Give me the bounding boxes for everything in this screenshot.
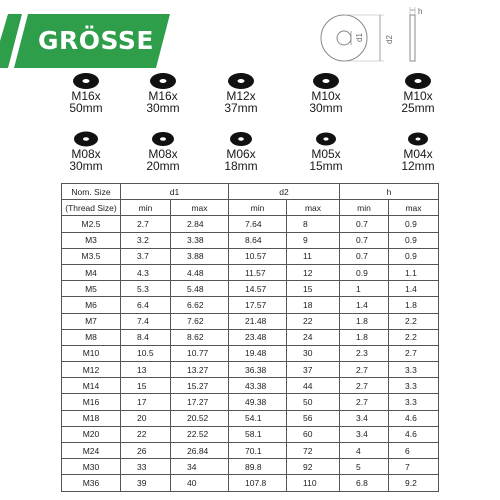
h-header: h <box>340 184 439 200</box>
h-min-cell: 0.9 <box>340 264 389 280</box>
thread-size-cell: M4 <box>62 264 121 280</box>
washer-icon <box>403 72 433 90</box>
d2-max-cell: 92 <box>287 459 340 475</box>
washer-icon <box>311 130 341 148</box>
d2-min-cell: 8.64 <box>229 232 287 248</box>
d1-max-cell: 2.84 <box>171 216 229 232</box>
washer-length: 30mm <box>69 159 103 173</box>
d2-min-cell: 14.57 <box>229 281 287 297</box>
d2-max-cell: 72 <box>287 443 340 459</box>
h-max-cell: 1.4 <box>389 281 439 297</box>
d1-max-cell: 40 <box>171 475 229 491</box>
d2-max-cell: 15 <box>287 281 340 297</box>
table-row <box>62 297 439 313</box>
h-max-cell: 1.8 <box>389 297 439 313</box>
table-subheader-row <box>62 200 439 216</box>
d1-max-cell: 17.27 <box>171 394 229 410</box>
d1-max-cell: 8.62 <box>171 329 229 345</box>
d1-min-cell: 4.3 <box>121 264 171 280</box>
washer-length: 12mm <box>401 159 435 173</box>
d1-min-cell: 33 <box>121 459 171 475</box>
h-min-cell: 6.8 <box>340 475 389 491</box>
max-header: max <box>171 200 229 216</box>
d1-min-cell: 5.3 <box>121 281 171 297</box>
d1-min-cell: 26 <box>121 443 171 459</box>
d1-max-cell: 15.27 <box>171 378 229 394</box>
h-min-cell: 1 <box>340 281 389 297</box>
washer-length: 25mm <box>401 101 435 115</box>
d2-max-cell: 24 <box>287 329 340 345</box>
h-min-cell: 0.7 <box>340 216 389 232</box>
d2-max-cell: 8 <box>287 216 340 232</box>
h-min-cell: 1.4 <box>340 297 389 313</box>
d2-max-cell: 60 <box>287 426 340 442</box>
d2-max-cell: 18 <box>287 297 340 313</box>
washer-size: M06x <box>226 147 256 161</box>
washer-length: 18mm <box>224 159 258 173</box>
h-max-cell: 2.2 <box>389 329 439 345</box>
d2-max-cell: 44 <box>287 378 340 394</box>
d2-label: d2 <box>385 35 394 44</box>
table-row <box>62 248 439 264</box>
thread-size-cell: M16 <box>62 394 121 410</box>
d2-max-cell: 22 <box>287 313 340 329</box>
d2-max-cell: 110 <box>287 475 340 491</box>
d1-max-cell: 3.38 <box>171 232 229 248</box>
min-header: min <box>121 200 171 216</box>
washer-size: M04x <box>403 147 433 161</box>
washer-size: M16x <box>71 89 101 103</box>
d2-min-cell: 23.48 <box>229 329 287 345</box>
thread-size-cell: M3 <box>62 232 121 248</box>
h-max-cell: 3.3 <box>389 394 439 410</box>
min-header: min <box>340 200 389 216</box>
washer-icon <box>148 130 178 148</box>
d1-header: d1 <box>121 184 229 200</box>
d1-min-cell: 15 <box>121 378 171 394</box>
thread-size-cell: M18 <box>62 410 121 426</box>
min-header: min <box>229 200 287 216</box>
washer-size: M10x <box>311 89 341 103</box>
thread-size-cell: M20 <box>62 426 121 442</box>
washer-length: 20mm <box>146 159 180 173</box>
d2-min-cell: 58.1 <box>229 426 287 442</box>
d2-min-cell: 36.38 <box>229 362 287 378</box>
table-row <box>62 410 439 426</box>
d2-max-cell: 37 <box>287 362 340 378</box>
h-min-cell: 2.7 <box>340 362 389 378</box>
d1-max-cell: 10.77 <box>171 345 229 361</box>
d1-max-cell: 26.84 <box>171 443 229 459</box>
washer-item <box>278 130 374 184</box>
h-min-cell: 0.7 <box>340 248 389 264</box>
thread-size-header: (Thread Size) <box>62 200 121 216</box>
max-header: max <box>389 200 439 216</box>
d1-max-cell: 22.52 <box>171 426 229 442</box>
d1-max-cell: 3.88 <box>171 248 229 264</box>
thread-size-cell: M3.5 <box>62 248 121 264</box>
d2-min-cell: 89.8 <box>229 459 287 475</box>
washer-icon <box>311 72 341 90</box>
washer-spec-table <box>61 183 439 492</box>
d2-min-cell: 107.8 <box>229 475 287 491</box>
d1-min-cell: 17 <box>121 394 171 410</box>
d2-max-cell: 30 <box>287 345 340 361</box>
thread-size-cell: M10 <box>62 345 121 361</box>
washer-length: 30mm <box>146 101 180 115</box>
d1-min-cell: 6.4 <box>121 297 171 313</box>
d1-min-cell: 7.4 <box>121 313 171 329</box>
washer-item <box>193 130 289 184</box>
washer-length: 15mm <box>309 159 343 173</box>
table-row <box>62 329 439 345</box>
washer-size: M12x <box>226 89 256 103</box>
washer-item <box>370 72 466 126</box>
washer-size: M08x <box>148 147 178 161</box>
table-row <box>62 459 439 475</box>
d1-max-cell: 20.52 <box>171 410 229 426</box>
d2-max-cell: 50 <box>287 394 340 410</box>
d2-min-cell: 11.57 <box>229 264 287 280</box>
table-row <box>62 345 439 361</box>
washer-gallery <box>0 72 500 180</box>
h-max-cell: 2.7 <box>389 345 439 361</box>
washer-icon <box>71 72 101 90</box>
h-min-cell: 1.8 <box>340 329 389 345</box>
washer-size: M10x <box>403 89 433 103</box>
d2-max-cell: 11 <box>287 248 340 264</box>
washer-icon <box>403 130 433 148</box>
thread-size-cell: M30 <box>62 459 121 475</box>
thread-size-cell: M6 <box>62 297 121 313</box>
d1-min-cell: 2.7 <box>121 216 171 232</box>
washer-length: 30mm <box>309 101 343 115</box>
d2-min-cell: 43.38 <box>229 378 287 394</box>
table-row <box>62 426 439 442</box>
h-max-cell: 3.3 <box>389 378 439 394</box>
washer-length: 50mm <box>69 101 103 115</box>
table-row <box>62 394 439 410</box>
size-banner <box>0 14 175 68</box>
thread-size-cell: M8 <box>62 329 121 345</box>
thread-size-cell: M14 <box>62 378 121 394</box>
d2-min-cell: 54.1 <box>229 410 287 426</box>
washer-item <box>193 72 289 126</box>
d1-label: d1 <box>355 33 364 42</box>
h-max-cell: 4.6 <box>389 410 439 426</box>
d2-min-cell: 49.38 <box>229 394 287 410</box>
d1-min-cell: 3.2 <box>121 232 171 248</box>
thread-size-cell: M24 <box>62 443 121 459</box>
banner-title: GRÖSSE <box>38 26 154 55</box>
h-min-cell: 0.7 <box>340 232 389 248</box>
d1-min-cell: 8.4 <box>121 329 171 345</box>
table-header-row <box>62 184 439 200</box>
d1-max-cell: 13.27 <box>171 362 229 378</box>
washer-size: M16x <box>148 89 178 103</box>
washer-icon <box>226 72 256 90</box>
h-min-cell: 1.8 <box>340 313 389 329</box>
h-max-cell: 0.9 <box>389 232 439 248</box>
h-min-cell: 3.4 <box>340 426 389 442</box>
nom-size-header: Nom. Size <box>62 184 121 200</box>
d2-min-cell: 21.48 <box>229 313 287 329</box>
table-row <box>62 362 439 378</box>
h-label: h <box>418 7 423 16</box>
max-header: max <box>287 200 340 216</box>
washer-size: M08x <box>71 147 101 161</box>
washer-item <box>370 130 466 184</box>
table-row <box>62 281 439 297</box>
washer-icon <box>226 130 256 148</box>
d2-min-cell: 7.64 <box>229 216 287 232</box>
h-max-cell: 1.1 <box>389 264 439 280</box>
d1-max-cell: 34 <box>171 459 229 475</box>
table-row <box>62 378 439 394</box>
washer-size: M05x <box>311 147 341 161</box>
h-min-cell: 3.4 <box>340 410 389 426</box>
d2-header: d2 <box>229 184 340 200</box>
table-row <box>62 264 439 280</box>
d1-min-cell: 39 <box>121 475 171 491</box>
d1-min-cell: 22 <box>121 426 171 442</box>
table-row <box>62 232 439 248</box>
washer-icon <box>71 130 101 148</box>
washer-item <box>278 72 374 126</box>
washer-length: 37mm <box>224 101 258 115</box>
table-row <box>62 313 439 329</box>
h-max-cell: 0.9 <box>389 248 439 264</box>
h-min-cell: 2.3 <box>340 345 389 361</box>
d2-max-cell: 12 <box>287 264 340 280</box>
d2-max-cell: 56 <box>287 410 340 426</box>
h-max-cell: 9.2 <box>389 475 439 491</box>
d2-max-cell: 9 <box>287 232 340 248</box>
d2-min-cell: 19.48 <box>229 345 287 361</box>
d2-min-cell: 17.57 <box>229 297 287 313</box>
d1-min-cell: 13 <box>121 362 171 378</box>
d1-max-cell: 5.48 <box>171 281 229 297</box>
table-row <box>62 216 439 232</box>
h-max-cell: 2.2 <box>389 313 439 329</box>
d2-min-cell: 10.57 <box>229 248 287 264</box>
washer-dimension-drawing <box>318 6 438 64</box>
h-max-cell: 3.3 <box>389 362 439 378</box>
thread-size-cell: M2.5 <box>62 216 121 232</box>
table-body <box>62 216 439 491</box>
table-row <box>62 475 439 491</box>
d1-max-cell: 6.62 <box>171 297 229 313</box>
thread-size-cell: M36 <box>62 475 121 491</box>
d1-min-cell: 3.7 <box>121 248 171 264</box>
d1-min-cell: 20 <box>121 410 171 426</box>
h-max-cell: 7 <box>389 459 439 475</box>
table-row <box>62 443 439 459</box>
thread-size-cell: M7 <box>62 313 121 329</box>
h-max-cell: 6 <box>389 443 439 459</box>
h-min-cell: 2.7 <box>340 394 389 410</box>
h-min-cell: 5 <box>340 459 389 475</box>
h-min-cell: 4 <box>340 443 389 459</box>
d2-min-cell: 70.1 <box>229 443 287 459</box>
h-min-cell: 2.7 <box>340 378 389 394</box>
thread-size-cell: M5 <box>62 281 121 297</box>
d1-max-cell: 4.48 <box>171 264 229 280</box>
d1-min-cell: 10.5 <box>121 345 171 361</box>
d1-max-cell: 7.62 <box>171 313 229 329</box>
thread-size-cell: M12 <box>62 362 121 378</box>
washer-icon <box>148 72 178 90</box>
h-max-cell: 0.9 <box>389 216 439 232</box>
h-max-cell: 4.6 <box>389 426 439 442</box>
